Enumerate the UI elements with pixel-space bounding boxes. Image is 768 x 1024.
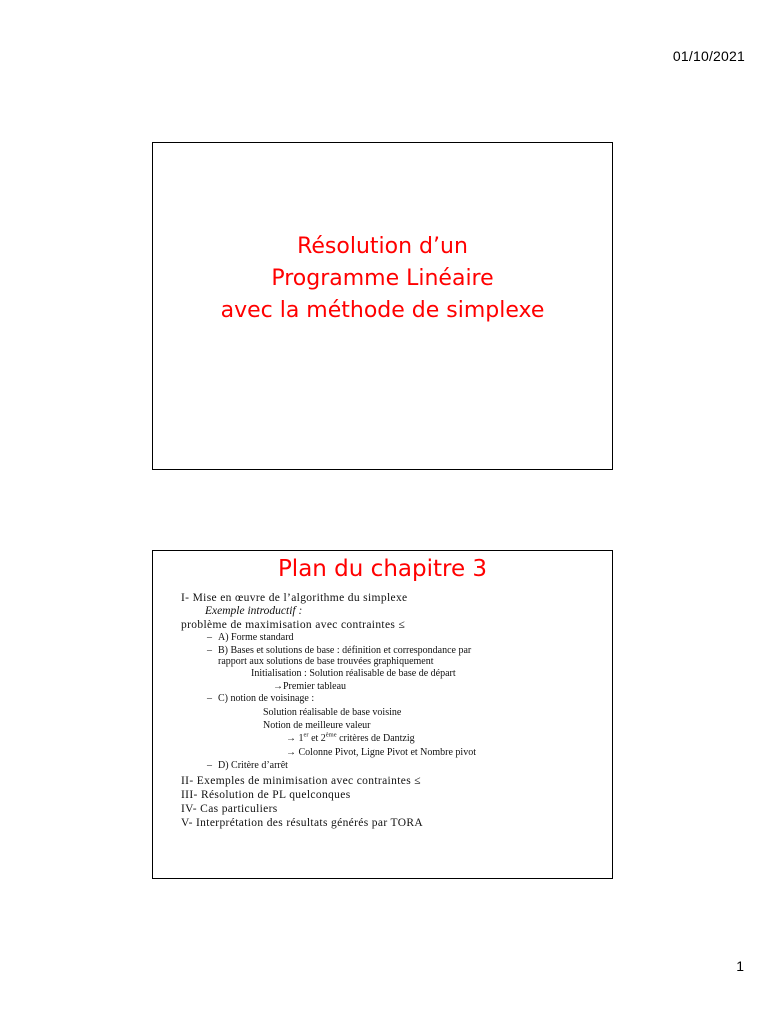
dantzig-middle: et 2	[308, 732, 326, 744]
outline-pivot: → Colonne Pivot, Ligne Pivot et Nombre pivot	[286, 746, 476, 758]
outline-initialisation: Initialisation : Solution réalisable de base de départ	[251, 668, 456, 679]
outline-best-value: Notion de meilleure valeur	[263, 719, 371, 731]
outline-item-b-continued: rapport aux solutions de base trouvées graphiquement	[218, 656, 434, 667]
dantzig-sup-2: ème	[325, 731, 337, 739]
slide-title-line-2: Programme Linéaire	[271, 266, 494, 291]
outline-intro-example: Exemple introductif :	[205, 605, 303, 617]
dantzig-suffix: critères de Dantzig	[336, 732, 415, 744]
dash-d: –	[207, 759, 212, 771]
outline-maximisation-problem: problème de maximisation avec contraintes ≤	[181, 619, 406, 631]
dash-a: –	[207, 632, 212, 643]
slide-title-line-3: avec la méthode de simplexe	[220, 298, 545, 323]
plan-slide	[152, 550, 613, 879]
outline-item-d-text: D) Critère d’arrêt	[218, 759, 288, 771]
outline-item-c	[181, 693, 606, 706]
outline-item-b-text: B) Bases et solutions de base : définition et correspondance par	[218, 644, 472, 656]
outline-dantzig-criteria	[181, 732, 606, 746]
outline-section-1: I- Mise en œuvre de l’algorithme du simplexe	[181, 592, 408, 604]
page-number: 1	[736, 958, 744, 974]
dantzig-prefix: → 1	[286, 732, 304, 744]
outline-section-3: III- Résolution de PL quelconques	[181, 789, 351, 801]
title-slide	[152, 142, 613, 470]
slide-title	[153, 231, 612, 327]
document-date: 01/10/2021	[672, 48, 745, 64]
plan-title: Plan du chapitre 3	[277, 556, 488, 582]
dash-c: –	[207, 693, 212, 704]
outline-section-4: IV- Cas particuliers	[181, 803, 278, 815]
plan-outline	[181, 591, 606, 830]
outline-item-a	[181, 632, 606, 645]
outline-neighbour-solution: Solution réalisable de base voisine	[263, 706, 402, 718]
dash-b: –	[207, 644, 212, 656]
outline-section-2: II- Exemples de minimisation avec contraintes ≤	[181, 775, 421, 787]
outline-section-5: V- Interprétation des résultats générés par TORA	[181, 817, 424, 829]
outline-item-a-text: A) Forme standard	[218, 632, 294, 643]
dantzig-sup-1: er	[303, 731, 309, 739]
outline-first-tableau: →Premier tableau	[273, 681, 347, 692]
outline-item-c-text: C) notion de voisinage :	[218, 693, 315, 704]
slide-title-line-1: Résolution d’un	[297, 234, 468, 259]
outline-item-d	[181, 760, 606, 773]
